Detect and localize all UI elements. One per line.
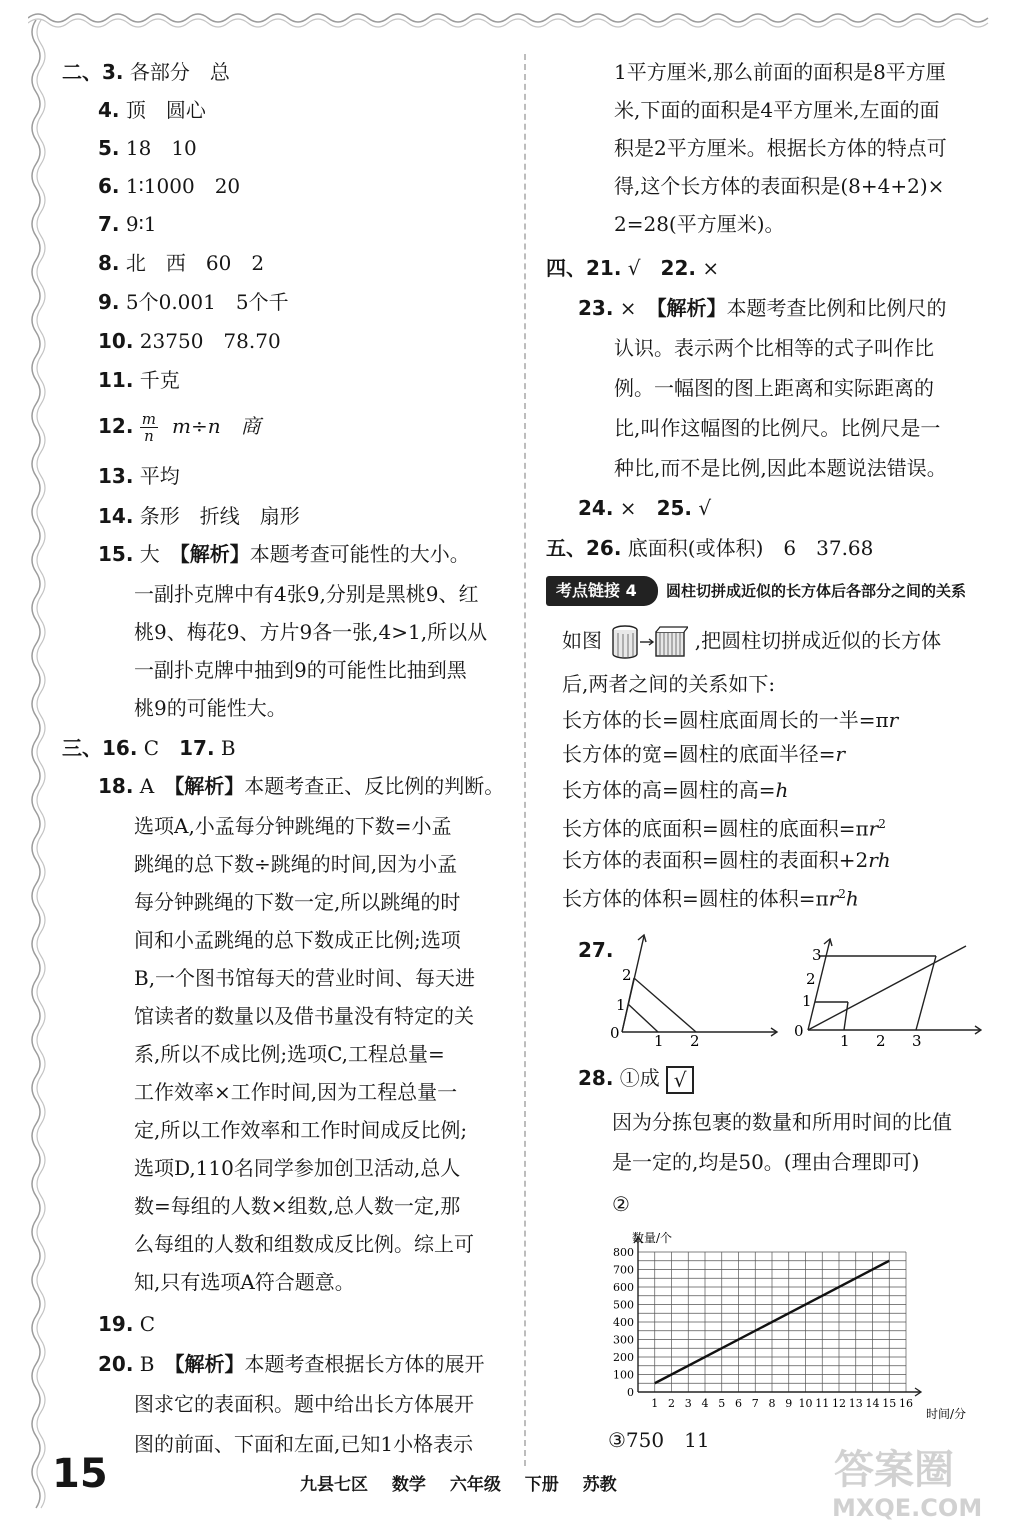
answer-line	[608, 1426, 710, 1454]
x-tick-label: 14	[865, 1397, 880, 1410]
answer-line	[98, 462, 180, 490]
key-point-formula	[562, 776, 788, 804]
answer-line	[578, 294, 947, 322]
checkbox-checked: √	[666, 1066, 694, 1094]
answer-text: 千克	[133, 368, 180, 392]
key-point-text: ,把圆柱切拼成近似的长方体	[694, 628, 942, 653]
question-number: 三、16.	[62, 736, 138, 760]
watermark-url: MXQE.COM	[832, 1494, 983, 1522]
answer-text: 18 10	[119, 136, 197, 160]
x-tick-label: 11	[815, 1397, 830, 1410]
y-axis-label: 数量/个	[632, 1231, 673, 1245]
formula-text: 长方体的宽=圆柱的底面半径=	[562, 742, 836, 766]
explanation-line: 桃9的可能性大。	[134, 696, 287, 720]
key-point-link-banner	[546, 576, 976, 606]
decorative-left-border	[26, 20, 48, 1520]
explanation-line: 馆读者的数量以及借书量没有特定的关	[134, 1004, 474, 1028]
formula-variable: r	[888, 708, 899, 732]
x-tick-label: 9	[785, 1397, 793, 1410]
formula-text: 长方体的长=圆柱底面周长的一半=π	[562, 708, 889, 732]
answer-line	[62, 58, 230, 86]
question-number: 18.	[98, 774, 134, 798]
question-number: 12.	[98, 414, 134, 438]
x-tick-label: 16	[899, 1397, 913, 1410]
question-number: 7.	[98, 212, 120, 236]
x-tick-label: 1	[651, 1397, 659, 1410]
question-number: 8.	[98, 251, 120, 275]
explanation-line: 1平方厘米,那么前面的面积是8平方厘	[614, 60, 946, 84]
key-point-text: 如图	[562, 628, 602, 653]
answer-text: 本题考查根据长方体的展开	[244, 1352, 485, 1376]
answer-line	[98, 327, 281, 355]
question-number: 11.	[98, 368, 134, 392]
explanation-line: 积是2平方厘米。根据长方体的特点可	[614, 136, 947, 160]
question-number: 19.	[98, 1312, 134, 1336]
explanation-line: 得,这个长方体的表面积是(8+4+2)×	[614, 174, 945, 198]
answer-text: √	[692, 496, 712, 520]
y-tick-label: 400	[613, 1316, 634, 1329]
fraction-numerator: m	[141, 410, 157, 428]
x-tick-label: 2	[876, 1032, 886, 1050]
explanation-line: 认识。表示两个比相等的式子叫作比	[614, 336, 934, 360]
answer-text: 本题考查可能性的大小。	[249, 542, 470, 566]
answer-line	[578, 1064, 694, 1094]
explanation-line: B,一个图书馆每天的营业时间、每天进	[134, 966, 476, 990]
question-number: 28.	[578, 1066, 614, 1090]
explanation-line: 数=每组的人数×组数,总人数一定,那	[134, 1194, 461, 1218]
analysis-label: 【解析】	[174, 774, 245, 798]
answer-line	[98, 502, 300, 530]
sub-question-marker: ②	[612, 1192, 630, 1216]
formula-variable: rh	[868, 848, 891, 872]
answer-text: 条形 折线 扇形	[133, 504, 300, 528]
formula-exponent: 2	[838, 887, 846, 901]
y-tick-label: 0	[794, 1022, 804, 1040]
answer-line	[62, 734, 236, 762]
answer-text: 本题考查比例和比例尺的	[726, 296, 947, 320]
question-number: 23.	[578, 296, 614, 320]
answer-line	[546, 534, 873, 562]
answer-text: 11	[664, 1428, 710, 1452]
fraction-denominator: n	[144, 427, 154, 445]
answer-line	[98, 540, 470, 568]
watermark-logo	[830, 1438, 1000, 1524]
question-number: 14.	[98, 504, 134, 528]
answer-text: 顶 圆心	[119, 98, 206, 122]
answer-text: C	[137, 736, 180, 760]
formula-text: 长方体的高=圆柱的高=	[562, 778, 776, 802]
explanation-line: 米,下面的面积是4平方厘米,左面的面	[614, 98, 940, 122]
formula-text: 长方体的底面积=圆柱的底面积=π	[562, 816, 869, 841]
explanation-line: 系,所以不成比例;选项C,工程总量=	[134, 1042, 445, 1066]
footer-book-title: 九县七区 数学 六年级 下册 苏教	[300, 1475, 617, 1495]
x-tick-label: 6	[735, 1397, 742, 1410]
x-tick-label: 5	[718, 1397, 726, 1410]
answer-text: 9∶1	[119, 212, 157, 236]
key-point-formula	[562, 846, 891, 874]
answer-text: 各部分 总	[123, 60, 230, 84]
explanation-line: 工作效率×工作时间,因为工程总量一	[134, 1080, 458, 1104]
key-point-line	[562, 624, 941, 660]
x-axis-label: 时间/分	[926, 1407, 967, 1421]
question-number: 17.	[179, 736, 215, 760]
question-number: 二、3.	[62, 60, 124, 84]
key-point-tag: 考点链接 4	[546, 576, 658, 606]
answer-text: B	[214, 736, 236, 760]
formula-text: 长方体的表面积=圆柱的表面积+2	[562, 848, 869, 872]
question-number: 9.	[98, 290, 120, 314]
x-tick-label: 8	[768, 1397, 776, 1410]
graph-27-right	[790, 938, 982, 1050]
answer-line	[98, 408, 261, 444]
question-number: 15.	[98, 542, 134, 566]
analysis-label: 【解析】	[174, 1352, 245, 1376]
key-point-formula	[562, 740, 845, 768]
answer-text: 本题考查正、反比例的判断。	[244, 774, 505, 798]
x-tick-label: 2	[668, 1397, 675, 1410]
answer-text: m÷n 商	[172, 414, 261, 438]
question-number: 5.	[98, 136, 120, 160]
y-tick-label: 2	[806, 970, 816, 988]
formula-variable: r	[868, 816, 879, 841]
answer-text: 大	[133, 542, 180, 566]
key-point-formula	[562, 810, 886, 843]
y-tick-label: 2	[622, 966, 632, 984]
answer-text: 1∶1000 20	[119, 174, 241, 198]
cylinder-to-cuboid-figure	[608, 624, 688, 660]
explanation-line: 每分钟跳绳的下数一定,所以跳绳的时	[134, 890, 461, 914]
answer-line	[98, 772, 504, 800]
explanation-line: 间和小孟跳绳的总下数成正比例;选项	[134, 928, 461, 952]
y-tick-label: 1	[802, 992, 812, 1010]
key-point-text: 后,两者之间的关系如下:	[562, 672, 776, 696]
y-tick-label: 700	[613, 1263, 634, 1277]
explanation-line: 例。一幅图的图上距离和实际距离的	[614, 376, 934, 400]
explanation-line: 一副扑克牌中抽到9的可能性比抽到黑	[134, 658, 467, 682]
answer-line	[98, 172, 240, 200]
answer-text: A	[133, 774, 175, 798]
answer-text: ①成	[613, 1066, 660, 1090]
key-point-title: 圆柱切拼成近似的长方体后各部分之间的关系	[666, 582, 967, 600]
line-chart-28	[600, 1228, 980, 1422]
fraction	[140, 411, 158, 444]
answer-line	[98, 249, 264, 277]
answer-line	[546, 254, 719, 282]
x-tick-label: 1	[840, 1032, 850, 1050]
question-number: 24.	[578, 496, 614, 520]
y-tick-label: 0	[627, 1386, 634, 1399]
answer-line	[578, 494, 711, 522]
question-number: 五、26.	[546, 536, 622, 560]
answer-text: B	[133, 1352, 175, 1376]
decorative-top-border	[28, 8, 998, 28]
explanation-line: 2=28(平方厘米)。	[614, 212, 785, 236]
answer-text: ×	[613, 496, 657, 520]
answer-text: 平均	[133, 464, 180, 488]
x-tick-label: 13	[848, 1397, 863, 1410]
x-tick-label: 2	[690, 1032, 700, 1048]
explanation-line: 一副扑克牌中有4张9,分别是黑桃9、红	[134, 582, 479, 606]
answer-text: 23750 78.70	[133, 329, 281, 353]
x-tick-label: 4	[701, 1397, 709, 1410]
x-tick-label: 10	[798, 1397, 813, 1410]
page-number: 15	[52, 1451, 108, 1497]
analysis-label: 【解析】	[179, 542, 250, 566]
formula-variable: h	[845, 886, 859, 911]
answer-line	[98, 210, 157, 238]
explanation-line: 图求它的表面积。题中给出长方体展开	[134, 1392, 474, 1416]
y-tick-label: 1	[616, 996, 626, 1014]
explanation-line: 么每组的人数和组数成反比例。综上可	[134, 1232, 474, 1256]
explanation-line: 桃9、梅花9、方片9各一张,4>1,所以从	[134, 620, 488, 644]
key-point-formula	[562, 880, 859, 913]
answer-line	[98, 1350, 485, 1378]
question-number: 13.	[98, 464, 134, 488]
question-number: 四、21.	[546, 256, 622, 280]
question-number: 6.	[98, 174, 120, 198]
question-number: 4.	[98, 98, 120, 122]
answer-text: C	[133, 1312, 156, 1336]
column-divider	[524, 54, 526, 1466]
answer-text: ×	[695, 256, 720, 280]
question-number: 25.	[656, 496, 692, 520]
answer-text: 北 西 60 2	[119, 251, 265, 275]
x-tick-label: 15	[882, 1397, 897, 1410]
y-tick-label: 300	[613, 1333, 634, 1347]
analysis-label: 【解析】	[656, 296, 727, 320]
explanation-line: 因为分拣包裹的数量和所用时间的比值	[612, 1110, 952, 1134]
x-tick-label: 3	[912, 1032, 922, 1050]
question-number: 10.	[98, 329, 134, 353]
y-tick-label: 500	[613, 1298, 634, 1312]
explanation-line: 知,只有选项A符合题意。	[134, 1270, 355, 1294]
x-tick-label: 1	[654, 1032, 664, 1048]
answer-line	[98, 1310, 155, 1338]
key-point-formula	[562, 706, 898, 734]
y-tick-label: 0	[610, 1024, 620, 1042]
explanation-line: 图的前面、下面和左面,已知1小格表示	[134, 1432, 474, 1456]
formula-variable: r	[828, 886, 839, 911]
formula-exponent: 2	[878, 817, 886, 831]
x-tick-label: 3	[684, 1397, 692, 1410]
answer-text: √	[621, 256, 661, 280]
y-tick-label: 600	[613, 1281, 634, 1294]
answer-line	[98, 366, 180, 394]
explanation-line: 种比,而不是比例,因此本题说法错误。	[614, 456, 947, 480]
answer-line	[98, 288, 289, 316]
formula-variable: h	[775, 778, 789, 802]
question-number: 20.	[98, 1352, 134, 1376]
explanation-line: 跳绳的总下数÷跳绳的时间,因为小孟	[134, 852, 458, 876]
watermark-text: 答案圈	[834, 1447, 954, 1493]
y-tick-label: 800	[613, 1246, 634, 1259]
x-tick-label: 7	[751, 1397, 759, 1410]
explanation-line: 选项D,110名同学参加创卫活动,总人	[134, 1156, 461, 1180]
explanation-line: 选项A,小孟每分钟跳绳的下数=小孟	[134, 814, 452, 838]
answer-text: 5个0.001 5个千	[119, 290, 289, 314]
answer-text: 底面积(或体积) 6 37.68	[621, 536, 874, 560]
formula-variable: r	[835, 742, 846, 766]
y-tick-label: 3	[812, 946, 822, 964]
graph-27-left	[600, 932, 780, 1048]
answer-line	[98, 134, 197, 162]
explanation-line: 定,所以工作效率和工作时间成反比例;	[134, 1118, 468, 1142]
y-tick-label: 100	[613, 1368, 634, 1382]
answer-text: ③750	[608, 1428, 665, 1452]
question-number: 22.	[660, 256, 696, 280]
y-tick-label: 200	[613, 1351, 634, 1364]
answer-text: ×	[613, 296, 657, 320]
formula-text: 长方体的体积=圆柱的体积=π	[562, 886, 829, 911]
answer-line	[98, 96, 206, 124]
question-number: 27.	[578, 938, 614, 962]
explanation-line: 是一定的,均是50。(理由合理即可)	[612, 1150, 920, 1174]
explanation-line: 比,叫作这幅图的比例尺。比例尺是一	[614, 416, 941, 440]
x-tick-label: 12	[832, 1397, 846, 1410]
